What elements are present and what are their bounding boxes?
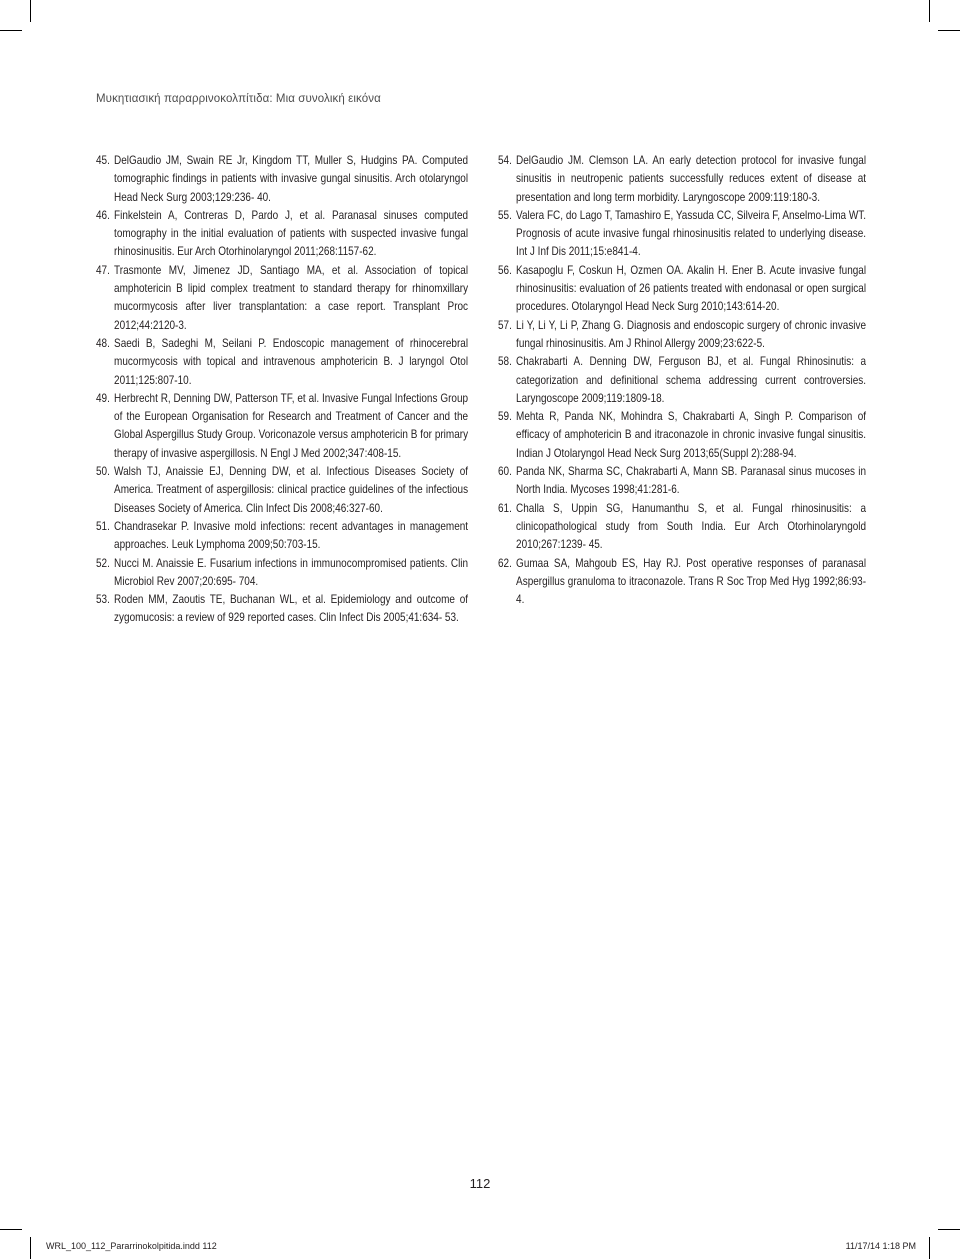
reference-number: 51. [96,519,110,533]
reference-text: Challa S, Uppin SG, Hanumanthu S, et al. Fungal rhinosinusitis: a clinicopathological study from South India. Eur Arch Otorhinolaryngold 2010;267:1239- 45. [516,501,867,552]
reference-text: Trasmonte MV, Jimenez JD, Santiago MA, et al. Association of topical amphotericin B lipid complex treatment to standard therapy for rhinomxillary mucormycosis after liver transplantation: a case report. Transplant Proc 2012;44:2120-3. [114,263,469,332]
reference-text: Mehta R, Panda NK, Mohindra S, Chakrabarti A, Singh P. Comparison of efficacy of amphotericin B and itraconazole in chronic invasive fungal sinusitis. Indian J Otolaryngol Head Neck Surg 2013;65(Suppl 2):288-94. [516,410,867,460]
reference-text: Herbrecht R, Denning DW, Patterson TF, et al. Invasive Fungal Infections Group of the European Organisation for Research and Treatment of Cancer and the Global Aspergillus Study Group. Voriconazole versus amphotericin B for primary therapy of invasive aspergillosis. N Engl J Med 2002;347:408-15. [114,391,469,460]
reference-item [498,262,866,317]
reference-item [498,555,866,610]
crop-mark [0,1229,22,1230]
reference-number: 55. [498,208,512,222]
reference-number: 61. [498,501,512,515]
reference-number: 58. [498,355,512,369]
reference-number: 48. [96,336,110,350]
reference-text: Gumaa SA, Mahgoub ES, Hay RJ. Post operative responses of paranasal Aspergillus granuloma to itraconazole. Trans R Soc Trop Med Hyg 1992;86:93-4. [516,556,867,607]
reference-item [498,152,866,207]
reference-text: Chandrasekar P. Invasive mold infections: recent advantages in management approaches. Leuk Lymphoma 2009;50:703-15. [114,519,469,552]
crop-mark [0,30,22,31]
reference-item [96,390,468,463]
reference-text: DelGaudio JM, Swain RE Jr, Kingdom TT, Muller S, Hudgins PA. Computed tomographic findings in patients with invasive gungal sinusitis. Arch otolaryngol Head Neck Surg 2003;129:236- 40. [114,154,469,204]
reference-number: 46. [96,208,110,222]
reference-item [96,555,468,592]
crop-mark [929,0,930,22]
reference-item [96,207,468,262]
reference-item [498,463,866,500]
page-number: 112 [469,1176,491,1191]
reference-text: Nucci M. Anaissie E. Fusarium infections in immunocompromised patients. Clin Microbiol Rev 2007;20:695- 704. [114,556,469,588]
reference-item [96,335,468,390]
reference-text: Chakrabarti A. Denning DW, Ferguson BJ, et al. Fungal Rhinosinutis: a categorization and definitional schema addressing current controversies. Laryngoscope 2009;119:1809-18. [516,355,867,405]
reference-item [498,500,866,555]
reference-item [498,207,866,262]
crop-mark [929,1237,930,1259]
reference-text: Kasapoglu F, Coskun H, Ozmen OA. Akalin H. Ener B. Acute invasive fungal rhinosinusitis: evaluation of 26 patients treated with endonasal or open surgical procedures. Otolaryngol Head Neck Surg 2010;143:614-20. [516,263,867,314]
reference-item [96,591,468,628]
reference-number: 54. [498,154,512,167]
reference-column-right [498,152,866,609]
reference-number: 50. [96,465,110,479]
reference-text: Walsh TJ, Anaissie EJ, Denning DW, et al. Infectious Diseases Society of America. Treatment of aspergillosis: clinical practice guidelines of the infectious Diseases Society of America. Clin Infect Dis 2008;46:327-60. [114,465,469,515]
reference-text: Saedi B, Sadeghi M, Seilani P. Endoscopic management of rhinocerebral mucormycosis with topical and intravenous amphotericin B. J laryngol Otol 2011;125:807-10. [114,336,469,387]
reference-item [96,262,468,335]
reference-number: 53. [96,593,110,607]
reference-number: 49. [96,391,110,405]
reference-number: 59. [498,410,512,424]
reference-item [96,152,468,207]
reference-text: Valera FC, do Lago T, Tamashiro E, Yassuda CC, Silveira F, Anselmo-Lima WT. Prognosis of acute invasive fungal rhinosinusitis related to underlying disease. Int J Inf Dis 2011;15:e841-4. [516,208,867,259]
reference-item [96,463,468,518]
reference-item [498,317,866,354]
reference-number: 56. [498,263,512,277]
reference-text: DelGaudio JM. Clemson LA. An early detection protocol for invasive fungal sinusitis in neutropenic patients successfully reduces extent of disease at presentation and long term morbidity. Laryngoscope 2009:119:180-3. [516,154,867,204]
reference-column-left [96,152,468,628]
reference-text: Finkelstein A, Contreras D, Pardo J, et al. Paranasal sinuses computed tomography in the initial evaluation of patients with suspected invasive fungal rhinosinusitis. Eur Arch Otorhinolaryngol 2011;268:1157-62. [114,208,469,259]
reference-number: 52. [96,556,110,570]
slug-timestamp: 11/17/14 1:18 PM [845,1241,916,1251]
reference-text: Panda NK, Sharma SC, Chakrabarti A, Mann SB. Paranasal sinus mucoses in North India. Mycoses 1998;41:281-6. [516,465,867,497]
crop-mark [938,1229,960,1230]
reference-number: 47. [96,263,110,277]
reference-number: 45. [96,154,110,167]
reference-text: Li Y, Li Y, Li P, Zhang G. Diagnosis and endoscopic surgery of chronic invasive fungal rhinosinusitis. Am J Rhinol Allergy 2009;23:622-5. [516,318,867,350]
reference-number: 60. [498,465,512,479]
reference-text: Roden MM, Zaoutis TE, Buchanan WL, et al. Epidemiology and outcome of zygomucosis: a review of 929 reported cases. Clin Infect Dis 2005;41:634- 53. [114,593,469,625]
crop-mark [938,30,960,31]
reference-number: 62. [498,556,512,570]
reference-item [96,518,468,555]
reference-item [498,353,866,408]
reference-item [498,408,866,463]
reference-number: 57. [498,318,512,332]
slug-filename: WRL_100_112_Pararrinokolpitida.indd 112 [46,1241,217,1251]
crop-mark [30,0,31,22]
crop-mark [30,1237,31,1259]
running-header: Μυκητιασική παραρρινοκολπίτιδα: Μια συνολική εικόνα [96,93,381,105]
